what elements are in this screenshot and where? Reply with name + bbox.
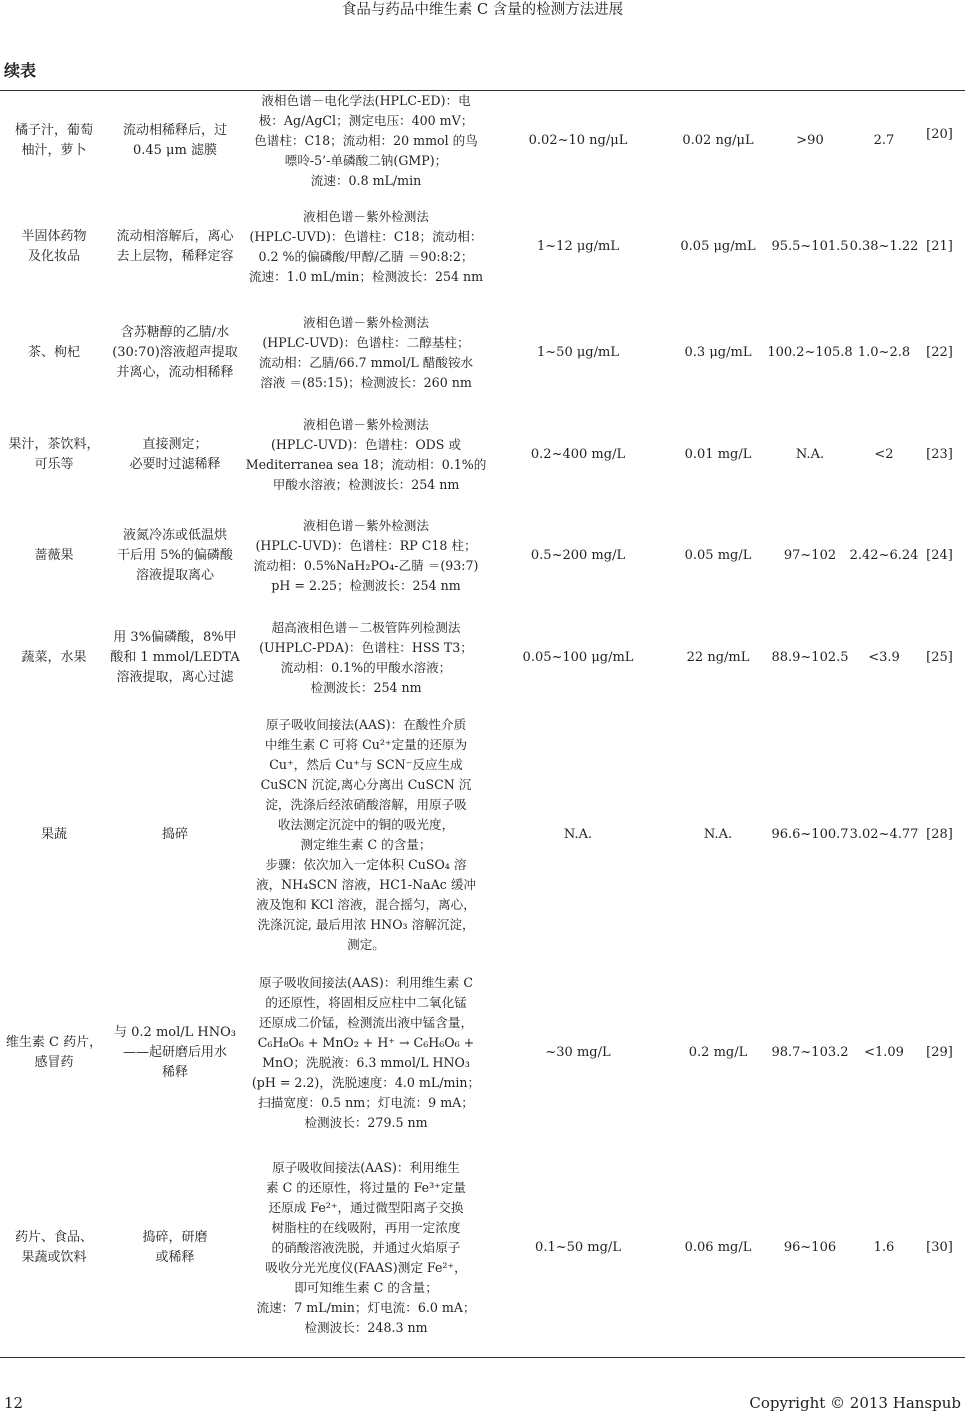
recovery-cell: 96.6~100.7 <box>771 827 849 842</box>
recovery-cell: >90 <box>796 133 824 148</box>
method-cell: 液相色谱－电化学法(HPLC-ED)：电 极：Ag/AgCl；测定电压：400 mV； 色谱柱：C18；流动相：20 mmol 的鸟 嘌呤-5’-单磷酸二钠(GMP)； 流速：0.8 mL/min <box>254 93 478 188</box>
recovery-cell: 96~106 <box>783 1240 837 1255</box>
sample-cell: 半固体药物 及化妆品 <box>21 229 87 264</box>
table-top-rule <box>0 90 965 91</box>
linear-range-cell: 0.2~400 mg/L <box>530 447 626 462</box>
pretreatment-cell: 流动相稀释后，过 0.45 μm 滤膜 <box>122 123 227 158</box>
reference-cell: [25] <box>926 650 953 665</box>
running-title: 食品与药品中维生素 C 含量的检测方法进展 <box>341 2 624 18</box>
linear-range-cell: ~30 mg/L <box>545 1045 611 1060</box>
method-cell: 原子吸收间接法(AAS)：利用维生素 C 的还原性，将固相反应柱中二氧化锰 还原成二价锰，检测流出液中锰含量， C₆H₈O₆ + MnO₂ + H⁺ → C₆H₆O₆ + MnO；洗脱液：6.3 mmol/L HNO₃ (pH = 2.2)，洗脱速度：4.0 mL/min； 扫描宽度：0.5 nm；灯电流：9 mA； 检测波长：279.5 nm <box>251 975 481 1130</box>
rsd-cell: 1.0~2.8 <box>857 345 911 360</box>
reference-cell: [30] <box>926 1240 953 1255</box>
reference-cell: [21] <box>926 239 953 254</box>
reference-cell: [20] <box>926 127 953 142</box>
detection-limit-cell: 0.06 mg/L <box>684 1240 752 1255</box>
reference-cell: [29] <box>926 1045 953 1060</box>
pretreatment-cell: 与 0.2 mol/L HNO₃ ——起研磨后用水 稀释 <box>114 1025 236 1080</box>
sample-cell: 果蔬 <box>40 827 67 842</box>
reference-cell: [23] <box>926 447 953 462</box>
linear-range-cell: N.A. <box>563 827 593 842</box>
rsd-cell: 2.42~6.24 <box>849 548 919 563</box>
linear-range-cell: 1~12 μg/mL <box>537 239 619 254</box>
table-row <box>0 303 965 403</box>
recovery-cell: N.A. <box>795 447 825 462</box>
recovery-cell: 88.9~102.5 <box>771 650 849 665</box>
pretreatment-cell: 含苏糖醇的乙腈/水 (30:70)溶液超声提取 并离心，流动相稀释 <box>112 325 238 380</box>
linear-range-cell: 0.5~200 mg/L <box>530 548 626 563</box>
method-cell: 液相色谱－紫外检测法 (HPLC-UVD)：色谱柱：二醇基柱； 流动相：乙腈/66.7 mmol/L 醋酸铵水 溶液 ＝(85:15)；检测波长：260 nm <box>258 315 474 390</box>
rsd-cell: 1.6 <box>873 1240 895 1255</box>
pretreatment-cell: 液氮冷冻或低温烘 干后用 5%的偏磷酸 溶液提取离心 <box>117 528 233 583</box>
reference-cell: [24] <box>926 548 953 563</box>
rsd-cell: <1.09 <box>864 1045 904 1060</box>
page-number: 12 <box>4 1394 24 1412</box>
rsd-cell: 0.38~1.22 <box>849 239 919 254</box>
detection-limit-cell: 0.05 mg/L <box>684 548 752 563</box>
method-cell: 超高液相色谱－二极管阵列检测法 (UHPLC-PDA)：色谱柱：HSS T3； 流动相：0.1%的甲酸水溶液； 检测波长：254 nm <box>259 620 473 695</box>
method-cell: 液相色谱－紫外检测法 (HPLC-UVD)：色谱柱：ODS 或 Mediterranea sea 18；流动相：0.1%的 甲酸水溶液；检测波长：254 nm <box>245 417 487 492</box>
detection-limit-cell: 22 ng/mL <box>686 650 750 665</box>
detection-limit-cell: 0.2 mg/L <box>688 1045 748 1060</box>
table-row <box>0 608 965 708</box>
linear-range-cell: 0.05~100 μg/mL <box>522 650 634 665</box>
method-cell: 液相色谱－紫外检测法 (HPLC-UVD)：色谱柱：RP C18 柱； 流动相：0.5%NaH₂PO₄-乙腈 ＝(93:7) pH = 2.25；检测波长：254 nm <box>253 518 479 593</box>
sample-cell: 橘子汁，葡萄 柚汁，萝卜 <box>14 123 93 158</box>
sample-cell: 药片、食品、 果蔬或饮料 <box>14 1230 93 1265</box>
table-continued-label: 续表 <box>4 61 37 80</box>
pretreatment-cell: 用 3%偏磷酸，8%甲 酸和 1 mmol/LEDTA 溶液提取，离心过滤 <box>110 630 240 685</box>
method-cell: 原子吸收间接法(AAS)：利用维生 素 C 的还原性，将过量的 Fe³⁺定量 还原成 Fe²⁺，通过微型阳离子交换 树脂柱的在线吸附，再用一定浓度 的硝酸溶液洗脱，并通过火焰原子 吸收分光光度仪(FAAS)测定 Fe²⁺， 即可知维生素 C 的含量； 流速：7 mL/min；灯电流：6.0 mA； 检测波长：248.3 nm <box>256 1160 476 1335</box>
sample-cell: 茶、枸杞 <box>27 345 80 360</box>
recovery-cell: 95.5~101.5 <box>771 239 849 254</box>
sample-cell: 蔷薇果 <box>34 548 74 563</box>
copyright-notice: Copyright © 2013 Hanspub <box>749 1394 961 1412</box>
pretreatment-cell: 直接测定； 必要时过滤稀释 <box>129 437 221 472</box>
table-row <box>0 1152 965 1344</box>
sample-cell: 蔬菜，水果 <box>21 650 87 665</box>
linear-range-cell: 0.02~10 ng/μL <box>528 133 628 148</box>
detection-limit-cell: 0.01 mg/L <box>684 447 752 462</box>
recovery-cell: 97~102 <box>783 548 837 563</box>
sample-cell: 果汁，茶饮料， 可乐等 <box>8 437 100 472</box>
rsd-cell: 3.02~4.77 <box>849 827 919 842</box>
table-row <box>0 712 965 958</box>
rsd-cell: <2 <box>874 447 894 462</box>
table-row <box>0 198 965 296</box>
pretreatment-cell: 捣碎，研磨 或稀释 <box>142 1230 208 1265</box>
rsd-cell: <3.9 <box>868 650 900 665</box>
linear-range-cell: 1~50 μg/mL <box>537 345 619 360</box>
detection-limit-cell: 0.3 μg/mL <box>684 345 752 360</box>
table-row <box>0 92 965 190</box>
pretreatment-cell: 流动相溶解后，离心 去上层物，稀释定容 <box>116 229 234 264</box>
detection-limit-cell: 0.05 μg/mL <box>680 239 756 254</box>
table-row <box>0 974 965 1132</box>
sample-cell: 维生素 C 药片， 感冒药 <box>5 1035 103 1070</box>
rsd-cell: 2.7 <box>873 133 895 148</box>
linear-range-cell: 0.1~50 mg/L <box>535 1240 621 1255</box>
reference-cell: [28] <box>926 827 953 842</box>
detection-limit-cell: N.A. <box>703 827 733 842</box>
reference-cell: [22] <box>926 345 953 360</box>
method-cell: 液相色谱－紫外检测法 (HPLC-UVD)：色谱柱：C18；流动相： 0.2 %的偏磷酸/甲醇/乙腈 ＝90:8:2； 流速：1.0 mL/min；检测波长：254 nm <box>248 209 484 284</box>
detection-limit-cell: 0.02 ng/μL <box>682 133 754 148</box>
pretreatment-cell: 捣碎 <box>161 827 188 842</box>
recovery-cell: 98.7~103.2 <box>771 1045 849 1060</box>
method-cell: 原子吸收间接法(AAS)：在酸性介质 中维生素 C 可将 Cu²⁺定量的还原为 Cu⁺，然后 Cu⁺与 SCN⁻反应生成 CuSCN 沉淀,离心分离出 CuSCN 沉 淀，洗涤后经浓硝酸溶解，用原子吸 收法测定沉淀中的铜的吸光度， 测定维生素 C 的含量； 步骤：依次加入一定体积 CuSO₄ 溶 液，NH₄SCN 溶液，HC1-NaAc 缓冲 液及饱和 KCl 溶液，混合摇匀，离心， 洗涤沉淀, 最后用浓 HNO₃ 溶解沉淀， 测定。 <box>255 717 477 952</box>
recovery-cell: 100.2~105.8 <box>767 345 853 360</box>
table-row <box>0 506 965 606</box>
table-bottom-rule <box>0 1357 965 1358</box>
table-row <box>0 405 965 505</box>
